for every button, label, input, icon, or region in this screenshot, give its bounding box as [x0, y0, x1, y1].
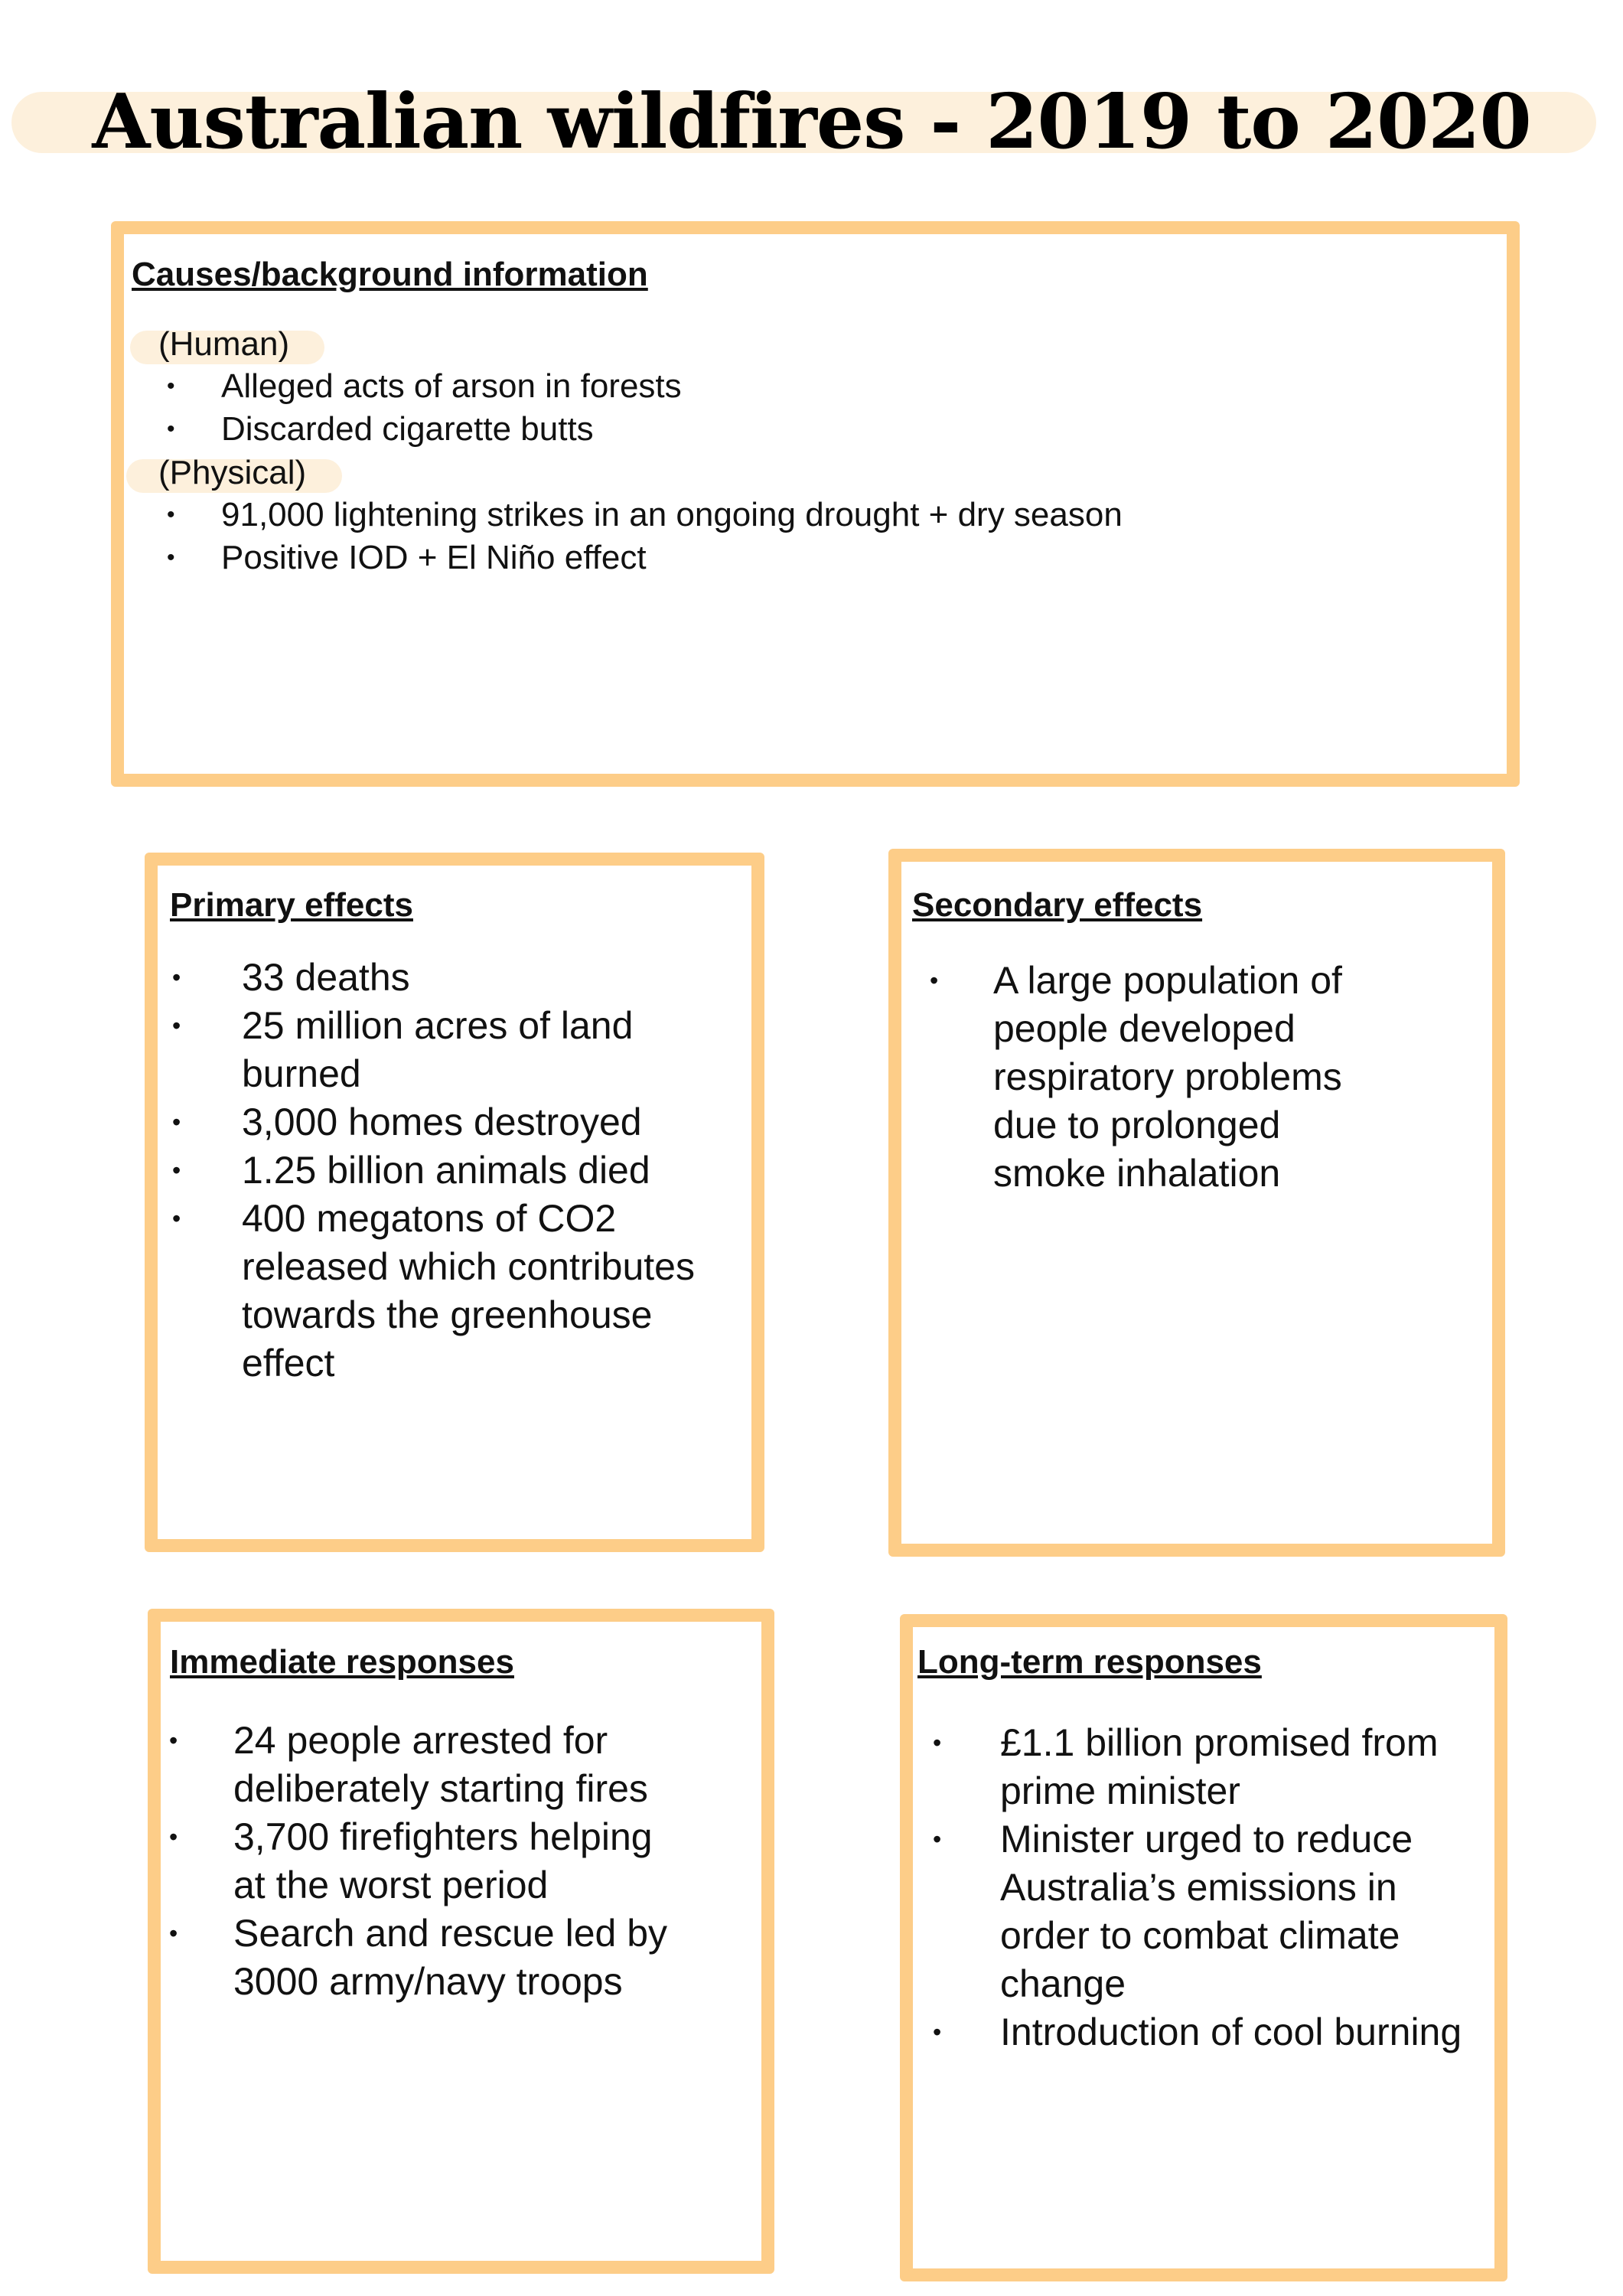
list-item [930, 957, 1399, 1198]
bullet-icon: • [933, 2018, 942, 2046]
bullet-icon: • [172, 1012, 181, 1039]
secondary-effects-list [930, 957, 1399, 1198]
physical-causes-list [167, 494, 1123, 579]
long-term-responses-list [933, 1719, 1482, 2056]
item-text: £1.1 billion promised from prime minister [1000, 1721, 1439, 1812]
item-text: A large population of people developed respiratory problems due to prolonged smoke inhalation [993, 959, 1342, 1195]
causes-heading: Causes/background information [132, 256, 648, 293]
item-text: 33 deaths [242, 956, 410, 999]
list-item [169, 1813, 685, 1910]
immediate-responses-list [169, 1717, 685, 2006]
bullet-icon: • [172, 1205, 181, 1232]
item-text: 1.25 billion animals died [242, 1149, 650, 1192]
list-item [172, 1098, 739, 1146]
item-text: 3,700 firefighters helping at the worst period [233, 1815, 653, 1906]
item-text: 3,000 homes destroyed [242, 1101, 642, 1143]
human-causes-list [167, 365, 682, 451]
bullet-icon: • [167, 373, 175, 399]
list-item [169, 1910, 685, 2006]
bullet-icon: • [167, 545, 175, 570]
list-item [933, 2008, 1482, 2056]
bullet-icon: • [933, 1729, 942, 1756]
bullet-icon: • [172, 1156, 181, 1184]
bullet-icon: • [167, 416, 175, 442]
list-item [167, 408, 682, 451]
list-item [167, 365, 682, 408]
secondary-effects-heading: Secondary effects [912, 886, 1203, 924]
list-item [172, 1002, 739, 1098]
list-item [172, 1195, 739, 1388]
item-text: 24 people arrested for deliberately starting fires [233, 1719, 648, 1810]
secondary-effects-box [888, 849, 1505, 1557]
list-item [167, 536, 1123, 579]
primary-effects-heading: Primary effects [170, 886, 413, 924]
item-text: 91,000 lightening strikes in an ongoing drought + dry season [221, 496, 1123, 533]
item-text: Discarded cigarette butts [221, 410, 594, 448]
item-text: Minister urged to reduce Australia’s emissions in order to combat climate change [1000, 1818, 1413, 2005]
bullet-icon: • [933, 1825, 942, 1853]
bullet-icon: • [169, 1823, 178, 1851]
list-item [933, 1815, 1482, 2008]
bullet-icon: • [172, 1108, 181, 1136]
physical-label: (Physical) [158, 454, 307, 491]
item-text: Positive IOD + El Niño effect [221, 539, 647, 576]
primary-effects-list [172, 954, 739, 1388]
human-label: (Human) [158, 325, 290, 363]
item-text: 400 megatons of CO2 released which contributes towards the greenhouse effect [242, 1197, 695, 1384]
page-title: Australian wildfires - 2019 to 2020 [92, 78, 1531, 166]
long-term-responses-heading: Long-term responses [917, 1643, 1262, 1681]
list-item [169, 1717, 685, 1813]
item-text: Alleged acts of arson in forests [221, 367, 682, 405]
item-text: Search and rescue led by 3000 army/navy troops [233, 1912, 668, 2003]
bullet-icon: • [930, 967, 939, 994]
bullet-icon: • [169, 1727, 178, 1754]
immediate-responses-heading: Immediate responses [170, 1643, 514, 1681]
bullet-icon: • [172, 964, 181, 991]
bullet-icon: • [169, 1919, 178, 1947]
list-item [167, 494, 1123, 536]
list-item [933, 1719, 1482, 1815]
item-text: Introduction of cool burning [1000, 2011, 1462, 2053]
list-item [172, 954, 739, 1002]
bullet-icon: • [167, 502, 175, 527]
item-text: 25 million acres of land burned [242, 1004, 634, 1095]
list-item [172, 1146, 739, 1195]
